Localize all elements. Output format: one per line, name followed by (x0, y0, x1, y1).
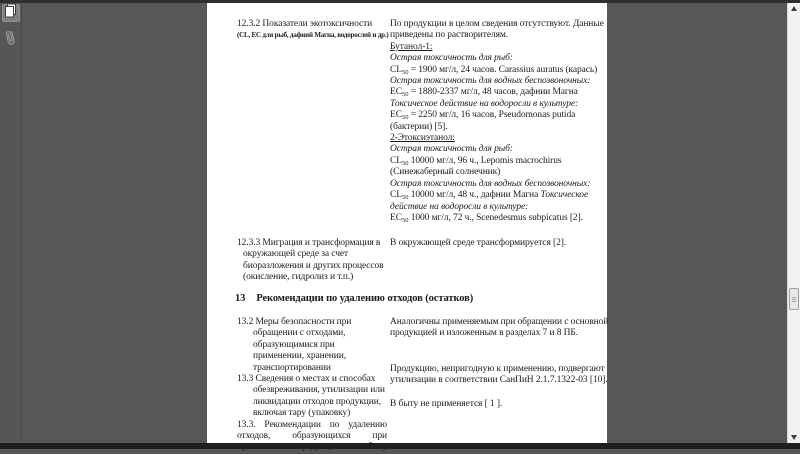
doc-line: $CL_{50} = 1900$ мг/л, 24 часов. Carassius auratus (карась) (390, 64, 598, 76)
thumb-grip (792, 297, 796, 298)
pages-thumbnails-icon (4, 3, 17, 23)
doc-line: биоразложения и других процессов (243, 260, 384, 271)
doc-line: ликвидации отходов продукции, (253, 396, 382, 407)
doc-line: Острая токсичность для водных беспозвоночных: (390, 76, 591, 87)
doc-line: Продукцию, непригодную к применению, подвергают (390, 363, 605, 374)
doc-line: В окружающей среде трансформируется [2]. (390, 238, 567, 248)
doc-line: продукцией и изложенным в разделах 7 и 8 ПБ. (390, 328, 579, 339)
doc-line: (CL, ЕС для рыб, дафний Магна, водорослей и др.) (237, 31, 389, 40)
waste-field-value (390, 317, 609, 410)
vertical-scrollbar[interactable] (787, 3, 800, 443)
doc-line: (Синежаберный солнечник) (390, 167, 501, 178)
doc-line: Острая токсичность для рыб: (390, 144, 513, 155)
doc-line: окружающей среде за счет (243, 249, 349, 260)
doc-line: применении, хранении, (253, 351, 346, 362)
doc-line: 13.3 Сведения о местах и способах (237, 374, 376, 385)
doc-line: обращении с отходами, (253, 328, 346, 339)
doc-line: $ЕС_{50} = 2250$ мг/л, 16 часов, Pseudomonas putida (390, 110, 576, 122)
doc-line: (окисление, гидролиз и т.п.) (243, 272, 354, 283)
doc-line: Острая токсичность для водных беспозвоночных: (390, 178, 591, 189)
doc-line: Аналогичны применяемым при обращении с основной (390, 317, 609, 327)
doc-line: отходов, образующихся при (237, 431, 387, 442)
window-top-edge (0, 0, 800, 3)
doc-line: обезвреживания, утилизации или (253, 385, 385, 396)
scroll-up-arrow-icon[interactable] (791, 6, 797, 11)
attachments-button[interactable] (0, 29, 21, 51)
section-13-number: 13 (235, 293, 246, 304)
section-13-heading (235, 293, 473, 304)
doc-line: Токсическое действие на водоросли в культуре: (390, 98, 579, 109)
thumb-grip (792, 299, 796, 300)
doc-line: утилизации в соответствии СанПиН 2.1.7.1322-03 [10]. (390, 375, 608, 386)
viewer-sidebar (0, 3, 22, 443)
section-13-title: Рекомендации по удалению отходов (остатков) (256, 293, 474, 304)
doc-line: действие на водоросли в культуре: (390, 201, 529, 212)
doc-line: транспортировании (253, 362, 331, 373)
migration-field-label (237, 238, 387, 284)
ecotoxicity-field-value (390, 19, 605, 224)
doc-line: По продукции в целом сведения отсутствуют. Данные (390, 19, 604, 29)
doc-line: 12.3.2 Показатели экотоксичности (237, 19, 373, 29)
attachments-paperclip-icon (2, 27, 19, 53)
scrollbar-thumb[interactable] (789, 288, 799, 310)
doc-line: 13.3. Рекомендации по удалению (237, 419, 387, 430)
scroll-down-arrow-icon[interactable] (791, 435, 797, 440)
doc-line: Острая токсичность для рыб: (390, 53, 513, 64)
doc-line: $CL_{50}$ 10000 мг/л, 96 ч., Lepomis macrochirus (390, 155, 562, 167)
doc-line: $EC_{50}$ 1000 мг/л, 72 ч., Scenedesmus subpicatus [2]. (390, 212, 583, 224)
doc-line: 13.2 Меры безопасности при (237, 317, 352, 327)
doc-line: В быту не применяется [ 1 ]. (390, 398, 503, 409)
doc-line: включая тару (упаковку) (253, 408, 351, 419)
pages-thumbnails-button[interactable] (2, 4, 20, 22)
doc-line: (бактерии) [5]. (390, 121, 448, 132)
doc-line: 12.3.3 Миграция и трансформация в (237, 238, 381, 248)
document-page (207, 3, 607, 443)
doc-line: 2-Этоксиэтанол: (390, 133, 455, 144)
ecotoxicity-field-label (237, 19, 387, 40)
doc-line: $ЕС_{50} = 1880-2337$ мг/л, 48 часов, дафнии Магна (390, 87, 578, 99)
migration-field-value (390, 238, 605, 249)
doc-line: Бутанол-1: (390, 41, 433, 52)
window-bottom-bar (0, 443, 800, 449)
doc-line: образующимися при (253, 339, 335, 350)
waste-field-label (237, 317, 387, 454)
thumb-grip (792, 301, 796, 302)
doc-line: приведены по растворителям. (390, 30, 509, 41)
doc-line: $CL_{50}$ 10000 мг/л, 48 ч., дафнии Магна Токсическое (390, 190, 589, 202)
